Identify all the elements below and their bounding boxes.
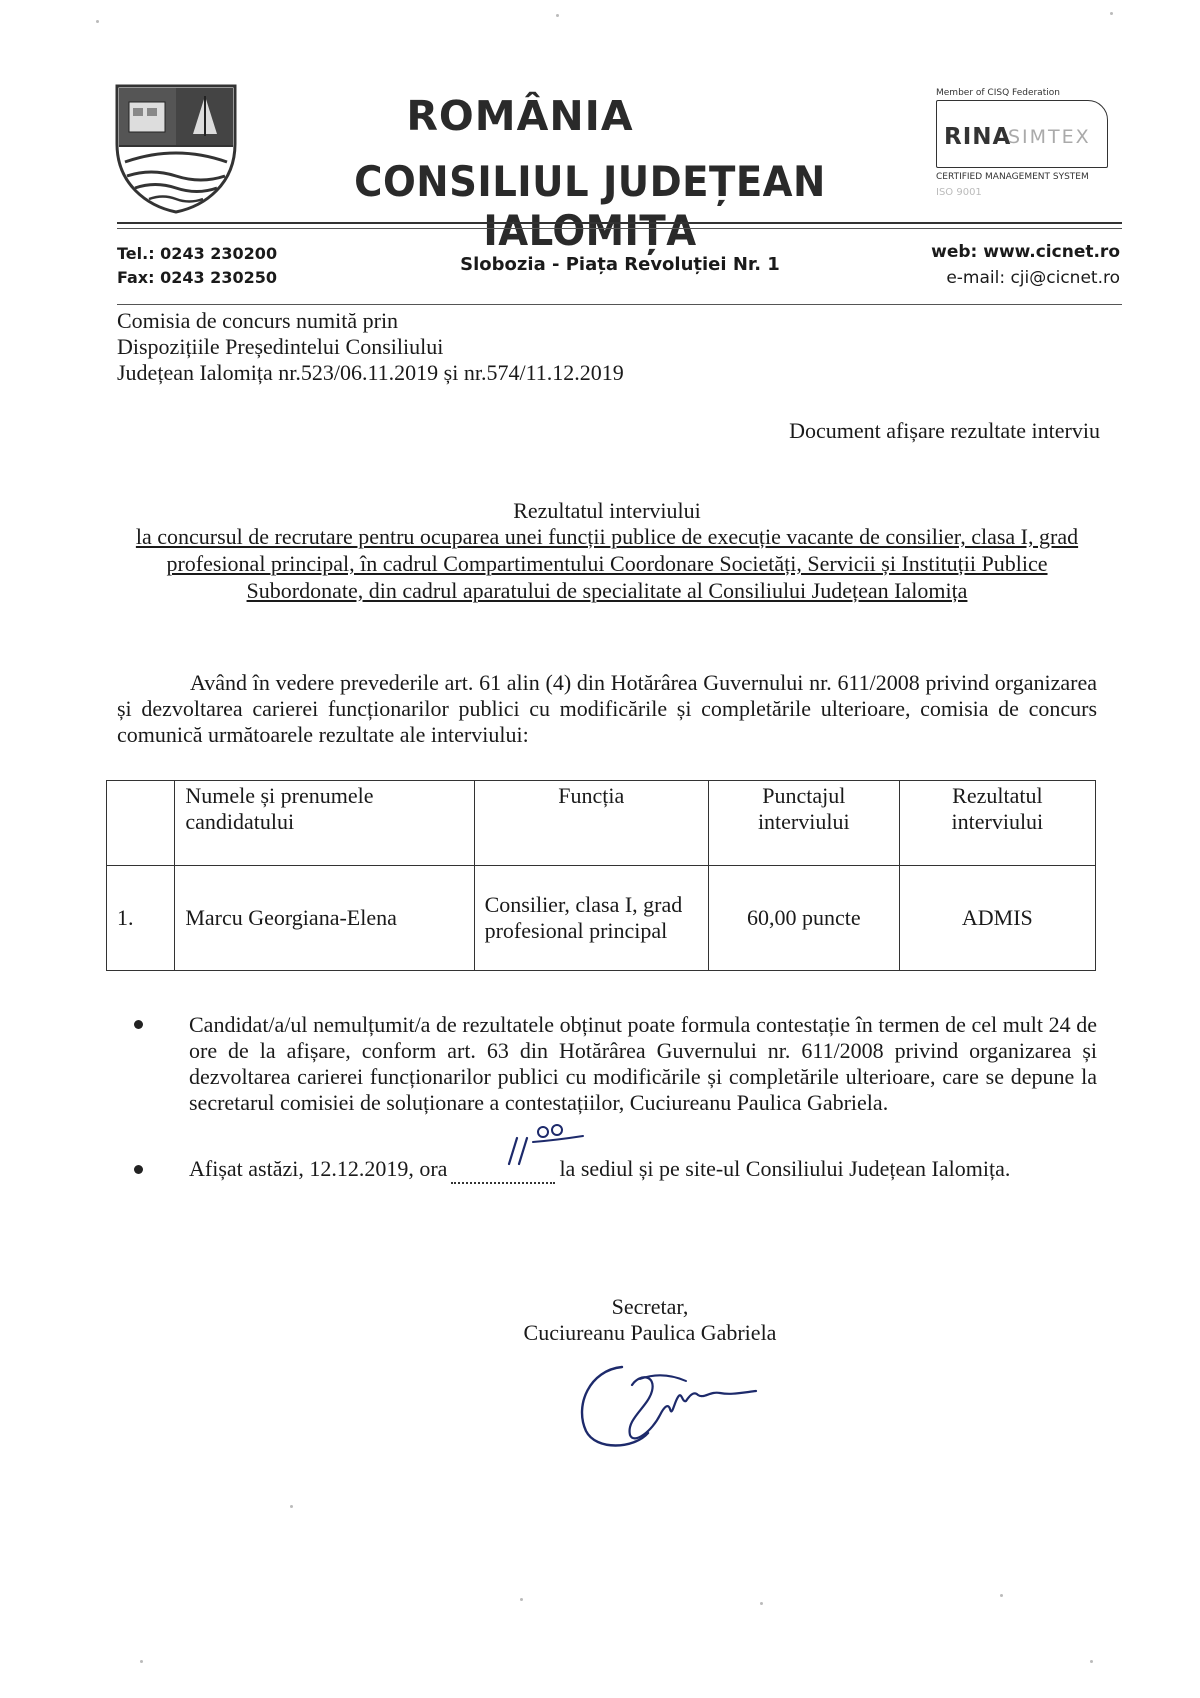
cell-result: ADMIS bbox=[899, 866, 1095, 971]
cell-name: Marcu Georgiana-Elena bbox=[175, 866, 474, 971]
bullet-posted-info bbox=[189, 1156, 1097, 1184]
header-cell-name: Numele și prenumele candidatului bbox=[175, 781, 474, 866]
results-table bbox=[106, 780, 1096, 971]
contact-tel: Tel.: 0243 230200 bbox=[117, 244, 278, 263]
intro-line-3: Județean Ialomița nr.523/06.11.2019 și nr.574/11.12.2019 bbox=[117, 360, 624, 385]
contact-email: e-mail: cji@cicnet.ro bbox=[946, 268, 1120, 288]
contact-rule bbox=[117, 304, 1122, 305]
cert-system-label: CERTIFIED MANAGEMENT SYSTEM bbox=[936, 172, 1089, 182]
scan-speck bbox=[1090, 1660, 1093, 1663]
scan-speck bbox=[1000, 1594, 1003, 1597]
cell-index: 1. bbox=[107, 866, 175, 971]
header-council: CONSILIUL JUDEȚEAN IALOMIȚA bbox=[354, 157, 826, 255]
header-cell-score: Punctajul interviului bbox=[708, 781, 899, 866]
bullet-contest-info: Candidat/a/ul nemulțumit/a de rezultatele obținut poate formula contestație în termen de cel mult 24 de ore de la afișare, conform art. 63 din Hotărârea Guvernului nr. 611/2008 privind organizarea și dezvoltarea carierei funcționarilor publici cu modificările și completările ulterioare, care se depune la secretarul comisiei de soluționare a contestațiilor, Cuciureanu Paulica Gabriela. bbox=[189, 1012, 1097, 1115]
bullet-icon bbox=[134, 1165, 143, 1174]
secretary-name: Cuciureanu Paulica Gabriela bbox=[523, 1320, 777, 1345]
cert-simtex-label: SIMTEX bbox=[1008, 126, 1091, 148]
contact-address: Slobozia - Piața Revoluției Nr. 1 bbox=[460, 254, 780, 275]
cert-iso-label: ISO 9001 bbox=[936, 187, 982, 198]
table-row bbox=[107, 866, 1096, 971]
scan-speck bbox=[96, 20, 99, 23]
result-subtitle: la concursul de recrutare pentru ocuparea unei funcții publice de execuție vacante de consilier, clasa I, grad profesional principal, în cadrul Compartimentului Coordonare Societăți, Servicii și Instituții Publice Subordonate, din cadrul aparatului de specialitate al Consiliului Județean Ialomița bbox=[135, 524, 1079, 603]
cell-score: 60,00 puncte bbox=[708, 866, 899, 971]
header-rule-top bbox=[117, 222, 1122, 224]
intro-line-1: Comisia de concurs numită prin bbox=[117, 308, 399, 333]
posted-after: la sediul și pe site-ul Consiliului Județean Ialomița. bbox=[559, 1156, 1011, 1181]
table-header-row bbox=[107, 781, 1096, 866]
header-cell-index bbox=[107, 781, 175, 866]
intro-line-2: Dispozițiile Președintelui Consiliului bbox=[117, 334, 444, 359]
result-title: Rezultatul interviului bbox=[513, 498, 701, 523]
document-type: Document afișare rezultate interviu bbox=[789, 418, 1100, 443]
scan-speck bbox=[520, 1598, 523, 1601]
scan-speck bbox=[556, 14, 559, 17]
header-cell-result: Rezultatul interviului bbox=[899, 781, 1095, 866]
cert-rina-label: RINA bbox=[944, 124, 1012, 150]
bullet-icon bbox=[134, 1020, 143, 1029]
cell-function: Consilier, clasa I, grad profesional principal bbox=[474, 866, 708, 971]
signature-icon bbox=[570, 1345, 760, 1455]
scan-speck bbox=[290, 1505, 293, 1508]
contact-web: web: www.cicnet.ro bbox=[931, 242, 1120, 262]
cert-member-label: Member of CISQ Federation bbox=[936, 88, 1060, 98]
posted-before: Afișat astăzi, 12.12.2019, ora bbox=[189, 1156, 448, 1181]
scan-speck bbox=[1110, 12, 1113, 15]
intro-paragraph: Având în vedere prevederile art. 61 alin (4) din Hotărârea Guvernului nr. 611/2008 privind organizarea și dezvoltarea carierei funcționarilor publici cu modificările și completările ulterioare, comisia de concurs comunică următoarele rezultate ale interviului: bbox=[117, 670, 1097, 747]
header-cell-function: Funcția bbox=[474, 781, 708, 866]
handwritten-time-icon bbox=[497, 1118, 587, 1168]
scan-speck bbox=[760, 1602, 763, 1605]
header-rule-bottom bbox=[117, 228, 1122, 229]
header-country: ROMÂNIA bbox=[406, 92, 634, 140]
scan-speck bbox=[140, 1660, 143, 1663]
secretary-title: Secretar, bbox=[611, 1294, 689, 1319]
certification-badge bbox=[934, 88, 1122, 213]
contact-fax: Fax: 0243 230250 bbox=[117, 268, 277, 287]
